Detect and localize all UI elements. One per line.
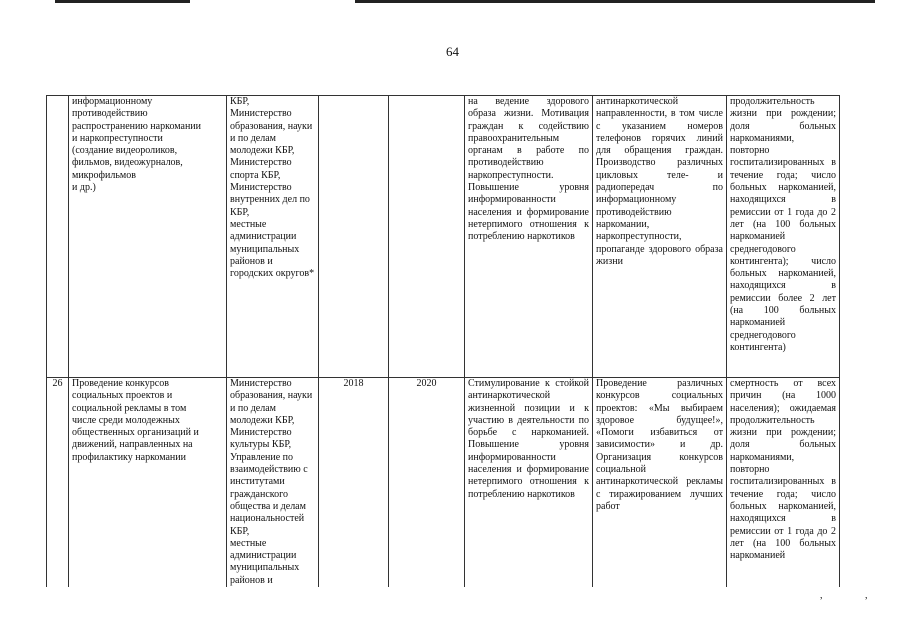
result-cell: на ведение здорового образа жизни. Мотивация граждан к содействию правоохранительным органам в работе по противодействию наркопреступности. Повышение уровня информированности населения и формирование нетерпимого отношения к потреблению наркотиков <box>465 96 593 378</box>
end-year-cell: 2020 <box>389 378 465 588</box>
content-cell: антинаркотической направленности, в том числе с указанием номеров телефонов горячих линий для обращения граждан. Производство различных цикловых теле- и радиопередач по информационному противодействию наркомании, наркопреступности, пропаганде здорового образа жизни <box>593 96 727 378</box>
event-cell: информационному противодействию распространению наркомании и наркопреступности (создание видеороликов, фильмов, видеожурналов, микрофильмов и др.) <box>69 96 227 378</box>
content-cell: Проведение различных конкурсов социальных проектов: «Мы выбираем здоровое будущее!», «Помоги избавиться от зависимости» и др. Организация конкурсов социальной антинаркотической рекламы с тиражированием лучших работ <box>593 378 727 588</box>
row-number: 26 <box>47 378 69 588</box>
table-row <box>47 378 840 588</box>
end-year-cell <box>389 96 465 378</box>
indicators-cell: смертность от всех причин (на 1000 населения); ожидаемая продолжительность жизни при рождении; доля больных наркоманиями, повторно госпитализированных в течение года; число больных наркоманией, находящихся в ремиссии от 1 года до 2 лет (на 100 больных наркоманией <box>727 378 840 588</box>
indicators-cell: продолжительность жизни при рождении; доля больных наркоманиями, повторно госпитализированных в течение года; число больных наркоманией, находящихся в ремиссии от 1 года до 2 лет (на 100 больных наркоманией среднегодового контингента); число больных наркоманией, находящихся в ремиссии более 2 лет (на 100 больных наркоманией среднегодового контингента) <box>727 96 840 378</box>
start-year-cell <box>319 96 389 378</box>
header-rule-right <box>355 0 875 3</box>
table-row <box>47 96 840 378</box>
program-table <box>46 95 840 587</box>
executors-cell: Министерство образования, науки и по делам молодежи КБР, Министерство культуры КБР, Управление по взаимодействию с институтами гражданского общества и делам национальностей КБР, местные администрации муниципальных районов и <box>227 378 319 588</box>
start-year-cell: 2018 <box>319 378 389 588</box>
event-cell: Проведение конкурсов социальных проектов и социальной рекламы в том числе среди молодежных общественных организаций и движений, направленных на профилактику наркомании <box>69 378 227 588</box>
header-rule-left <box>55 0 190 3</box>
row-number <box>47 96 69 378</box>
result-cell: Стимулирование к стойкой антинаркотической жизненной позиции и к участию в деятельности по борьбе с наркоманией. Повышение уровня информированности населения и формирование нетерпимого отношения к потреблению наркотиков <box>465 378 593 588</box>
executors-cell: КБР, Министерство образования, науки и по делам молодежи КБР, Министерство спорта КБР, Министерство внутренних дел по КБР, местные администрации муниципальных районов и городских округов* <box>227 96 319 378</box>
page-number: 64 <box>446 44 459 59</box>
footer-marks: , , <box>820 590 888 601</box>
